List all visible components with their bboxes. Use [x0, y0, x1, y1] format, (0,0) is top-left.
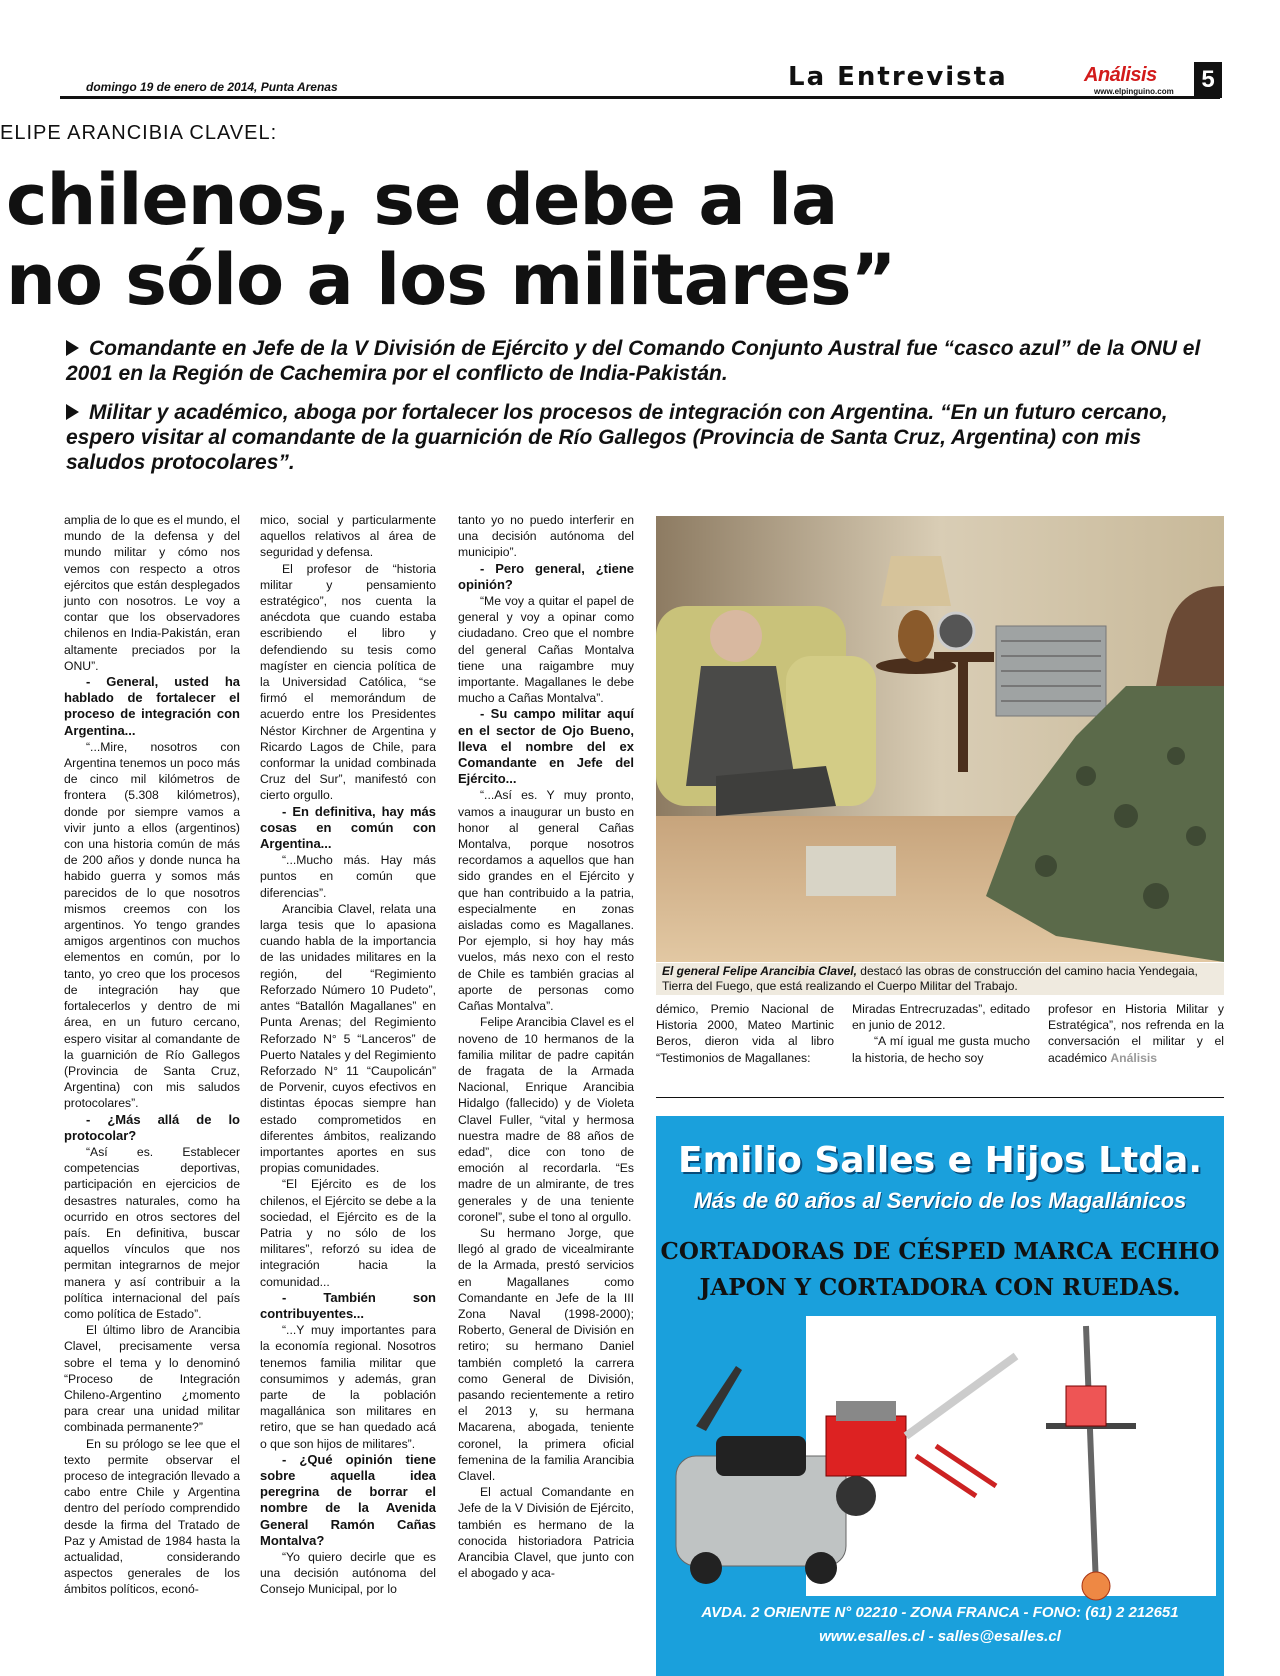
section-title: La Entrevista — [788, 62, 1008, 92]
ad-address: AVDA. 2 ORIENTE N° 02210 - ZONA FRANCA - FONO: (61) 2 212651 — [701, 1604, 1179, 1621]
interview-question: - Pero general, ¿tiene opinión? — [458, 560, 634, 592]
issue-date: domingo 19 de enero de 2014, Punta Arenas — [86, 80, 338, 94]
summary-bullet-1: Comandante en Jefe de la V División de Ejército y del Comando Conjunto Austral fue “casco azul” de la ONU el 2001 en la Región de Cachemira por el conflicto de India-Pakistán. — [66, 337, 1201, 385]
article-headline — [6, 160, 896, 320]
ad-product — [656, 1234, 1224, 1306]
article-column-2 — [260, 512, 436, 1598]
caption-text: destacó las obras de construcción del camino hacia Yendegaia, Tierra del Fuego, que está realizando el Cuerpo Militar del Trabajo. — [662, 964, 1198, 993]
paragraph: “Yo quiero decirle que es una decisión autónoma del Consejo Municipal, por lo — [260, 1550, 436, 1597]
article-column-5: Miradas Entrecruzadas”, editado en junio de 2012. “A mí igual me gusta mucho la historia, de hecho soy — [852, 1002, 1030, 1065]
inline-logo: Análisis — [1110, 1050, 1158, 1065]
paragraph: “...Mire, nosotros con Argentina tenemos un poco más de cinco mil kilómetros de frontera (5.308 kilómetros), donde por siempre vamos a vivir junto a ellos (argentinos) con una historia común de más de 200 años y donde nunca ha habido guerra y somos más parecidos de lo que nosotros mismos creemos con los argentinos. Yo tengo grandes amigos argentinos con muchos elementos en común, por lo tanto, yo creo que los procesos de integración hay que fortalecerlos y dentro de mi área, en un futuro cercano, espero visitar al comandante de la guarnición de Río Gallegos (Provincia de Santa Cruz, Argentina) con mis saludos protocolares”. — [64, 739, 240, 1111]
paragraph: Arancibia Clavel, relata una larga tesis que lo apasiona cuando habla de la importancia de las unidades militares en la región, del “Regimiento Reforzado Número 10 Pudeto”, antes “Batallón Magallanes” en Punta Arenas; del Regimiento Reforzado N° 5 “Lanceros” de Puerto Natales y del Regimiento Reforzado N° 11 “Caupolicán” de Porvenir, cuyos efectivos en distintas épocas siempre han estado comprometidos en diferentes ámbitos, realizando importantes aportes en sus propias comunidades. — [260, 901, 436, 1176]
ad-product-line-1: CORTADORAS DE CÉSPED MARCA ECHHO — [660, 1238, 1220, 1265]
paragraph: “...Así es. Y muy pronto, vamos a inaugurar un busto en honor al general Cañas Montalva, porque nosotros recordamos a aquellos que han sido grandes en el Ejército y que han contribuido a la patria, especialmente en zonas aisladas como es Magallanes. Por ejemplo, si hoy hay más vuelos, más nexo con el resto de Chile es también gracias al aporte de personas como Cañas Montalva”. — [458, 788, 634, 1014]
ad-website: www.esalles.cl - salles@esalles.cl — [819, 1628, 1061, 1645]
header-rule — [60, 96, 1220, 99]
article-summary — [66, 336, 1226, 489]
paragraph: amplia de lo que es el mundo, el mundo de la defensa y del mundo militar y cómo nos vemos con respecto a otros ejércitos que están desplegados junto con nosotros. Le voy a contar que los observadores chilenos en India-Pakistán, eran altamente preciados por la ONU”. — [64, 513, 240, 673]
logo-name: Análisis — [1084, 64, 1157, 86]
caption-bold: El general Felipe Arancibia Clavel, — [662, 964, 857, 978]
paragraph: El profesor de “historia militar y pensamiento estratégico”, nos cuenta la anécdota que cuando estaba escribiendo el libro y defendiendo su tesis como magíster en ciencia política de la Universidad Católica, “se firmó el memorándum de acuerdo entre los Presidentes Néstor Kirchner de Argentina y Ricardo Lagos de Chile, para conformar la unidad combinada Cruz del Sur”, manifestó con cierto orgullo. — [260, 561, 436, 803]
headline-line-1: chilenos, se debe a la — [6, 159, 838, 241]
paragraph: mico, social y particularmente aquellos relativos al área de seguridad y defensa. — [260, 513, 436, 560]
advertisement — [656, 1116, 1224, 1676]
paragraph: El último libro de Arancibia Clavel, precisamente versa sobre el tema y lo denominó “Proceso de Integración Chileno-Argentino ¿momento para crear una unidad militar combinada permanente?” — [64, 1323, 240, 1435]
article-column-3 — [458, 512, 634, 1581]
article-column-1 — [64, 512, 240, 1598]
ad-subtitle: Más de 60 años al Servicio de los Magallánicos — [693, 1188, 1187, 1213]
paragraph: En su prólogo se lee que el texto permite observar el proceso de integración llevado a cabo entre Chile y Argentina dentro del período comprendido desde la firma del Tratado de Paz y Amistad de 1984 hasta la actualidad, considerando aspectos generales de los ámbitos políticos, econó- — [64, 1436, 240, 1597]
paragraph: “...Mucho más. Hay más puntos en común que diferencias”. — [260, 853, 436, 900]
paragraph: Felipe Arancibia Clavel es el noveno de 10 hermanos de la familia militar de padre capitán de fragata de la Armada Nacional, Enrique Arancibia Hidalgo (fallecido) y de Violeta Clavel Fuller, “vital y hermosa nuestra madre de 88 años de edad”, dice con tono de emoción al recordarla. “Es madre de un almirante, de tres generales y de una teniente coronel”, sube el tono al orgullo. — [458, 1015, 634, 1224]
paragraph: “...Y muy importantes para la economía regional. Nosotros tenemos familia militar que consumimos y además, gran parte de la población magallánica son militares en retiro, que se han quedado acá o que son hijos de militares”. — [260, 1323, 436, 1451]
interview-question: - También son contribuyentes... — [260, 1289, 436, 1321]
summary-bullet-2: Militar y académico, aboga por fortalecer los procesos de integración con Argentina. “En un futuro cercano, espero visitar al comandante de la guarnición de Río Gallegos (Provincia de Santa Cruz, Argentina) con mis saludos protocolares”. — [66, 401, 1168, 474]
page-number: 5 — [1194, 62, 1222, 98]
ad-product-line-2: JAPON Y CORTADORA CON RUEDAS. — [699, 1274, 1181, 1301]
ad-products-image — [656, 1306, 1224, 1606]
ad-divider — [656, 1097, 1224, 1098]
paragraph: “El Ejército es de los chilenos, el Ejército se debe a la sociedad, el Ejército es de la Patria y no sólo de los militares”, reforzó su idea de integración hacia la comunidad... — [260, 1177, 436, 1289]
article-kicker: ELIPE ARANCIBIA CLAVEL: — [0, 122, 278, 144]
newspaper-logo — [1078, 60, 1190, 98]
paragraph: El actual Comandante en Jefe de la V División de Ejército, también es hermano de la conocida historiadora Patricia Arancibia Clavel, que junto con el abogado y aca- — [458, 1485, 634, 1581]
interview-question: - ¿Qué opinión tiene sobre aquella idea peregrina de borrar el nombre de la Avenida General Ramón Cañas Montalva? — [260, 1451, 436, 1548]
paragraph: Su hermano Jorge, que llegó al grado de vicealmirante de la Armada, prestó servicios en Magallanes como Comandante en Jefe de la III Zona Naval (1998-2000); Roberto, General de División en retiro; su hermano Daniel también completó la carrera como General de División, pasando recientemente a retiro el 2013 y, su hermana Macarena, abogada, teniente coronel, la primera oficial femenina de la familia Arancibia Clavel. — [458, 1225, 634, 1483]
ad-title: Emilio Salles e Hijos Ltda. — [677, 1140, 1202, 1181]
article-column-6: profesor en Historia Militar y Estratégica”, nos refrenda en la conversación el militar y el académico Análisis — [1048, 1002, 1224, 1065]
triangle-bullet-icon — [66, 404, 79, 420]
photo-illustration — [656, 516, 1224, 962]
paragraph: tanto yo no puedo interferir en una decisión autónoma del municipio”. — [458, 513, 634, 560]
article-column-4: démico, Premio Nacional de Historia 2000, Mateo Martinic Beros, dieron vida al libro “Testimonios de Magallanes: — [656, 1002, 834, 1065]
logo-url: www.elpinguino.com — [1094, 87, 1174, 96]
interview-question: - Su campo militar aquí en el sector de Ojo Bueno, lleva el nombre del ex Comandante en Jefe del Ejército... — [458, 706, 634, 787]
interview-question: - En definitiva, hay más cosas en común con Argentina... — [260, 803, 436, 852]
interview-question: - General, usted ha hablado de fortalecer el proceso de integración con Argentina... — [64, 674, 240, 738]
triangle-bullet-icon — [66, 340, 79, 356]
interview-photo — [656, 516, 1224, 962]
photo-caption — [656, 963, 1224, 995]
headline-line-2: no sólo a los militares” — [6, 239, 896, 321]
paragraph: “Me voy a quitar el papel de general y voy a opinar como ciudadano. Creo que el nombre del general Cañas Montalva tiene una raigambre muy importante. Magallanes le debe mucho a Cañas Montalva”. — [458, 594, 634, 706]
interview-question: - ¿Más allá de lo protocolar? — [64, 1111, 240, 1143]
paragraph: “Así es. Establecer competencias deportivas, participación en ejercicios de desastres naturales, como ha ocurrido en otros sectores del país. En definitiva, buscar aquellos vínculos que nos permitan integrarnos de mejor manera y así contribuir a la política internacional del país como política de Estado”. — [64, 1144, 240, 1321]
